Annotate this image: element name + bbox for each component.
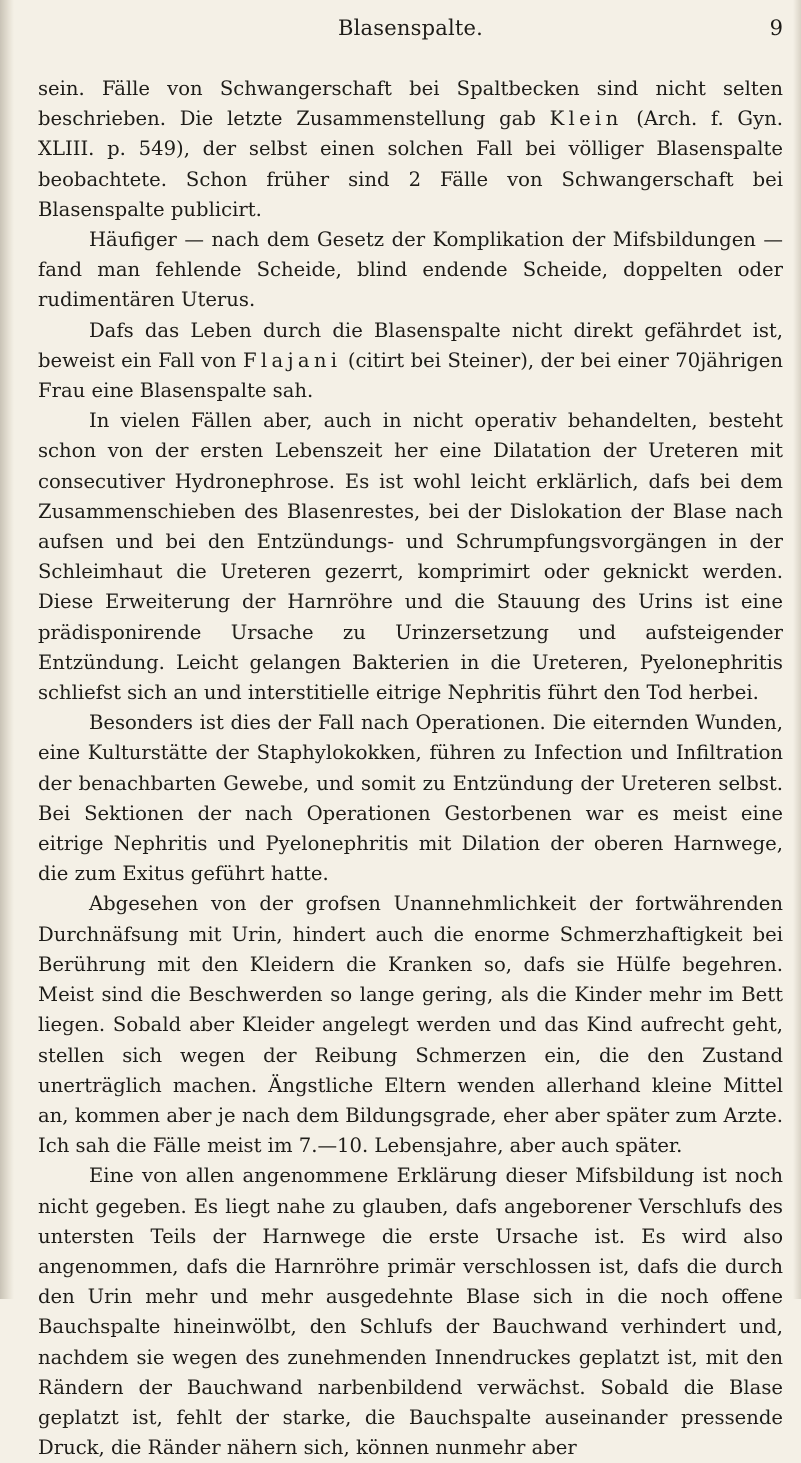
- paragraph-1: [38, 74, 783, 225]
- paragraph-4: In vielen Fällen aber, auch in nicht operativ behandelten, besteht schon von der ersten Lebenszeit her eine Dilatation der Ureteren mit consecutiver Hydronephrose. Es ist wohl leicht erklärlich, dafs bei dem Zusammenschieben des Blasenrestes, bei der Dislokation der Blase nach aufsen und bei den Entzündungs- und Schrumpfungsvorgängen in der Schleimhaut die Ureteren gezerrt, komprimirt oder geknickt werden. Diese Erweiterung der Harnröhre und die Stauung des Urins ist eine prädisponirende Ursache zu Urinzersetzung und aufsteigender Entzündung. Leicht gelangen Bakterien in die Ureteren, Pyelonephritis schliefst sich an und interstitielle eitrige Nephritis führt den Tod herbei.: [38, 409, 783, 705]
- paragraph-3: [38, 316, 783, 407]
- paragraph-7: Eine von allen angenommene Erklärung dieser Mifsbildung ist noch nicht gegeben. Es liegt nahe zu glauben, dafs angeborener Verschlufs des untersten Teils der Harnwege die erste Ursache ist. Es wird also angenommen, dafs die Harnröhre primär verschlossen ist, dafs die durch den Urin mehr und mehr ausgedehnte Blase sich in die noch offene Bauchspalte hineinwölbt, den Schlufs der Bauchwand verhindert und, nachdem sie wegen des zunehmenden Innendruckes geplatzt ist, mit den Rändern der Bauchwand narbenbildend verwächst. Sobald die Blase geplatzt ist, fehlt der starke, die Bauchspalte auseinander pressende Druck, die Ränder nähern sich, können nunmehr aber: [38, 1164, 783, 1460]
- paragraph-3-text-after: (citirt bei Steiner), der bei einer 70jährigen Frau eine Blasenspalte sah.: [38, 348, 783, 403]
- paragraph-1-text-before: sein. Fälle von Schwangerschaft bei Spaltbecken sind nicht selten beschrieben. Die letzte Zusammenstellung gab: [38, 77, 783, 131]
- body-text: [38, 74, 783, 1463]
- paragraph-6: Abgesehen von der grofsen Unannehmlichkeit der fortwährenden Durchnäfsung mit Urin, hindert auch die enorme Schmerzhaftigkeit bei Berührung mit den Kleidern die Kranken so, dafs sie Hülfe begehren. Meist sind die Beschwerden so lange gering, als die Kinder mehr im Bett liegen. Sobald aber Kleider angelegt werden und das Kind aufrecht geht, stellen sich wegen der Reibung Schmerzen ein, die den Zustand unerträglich machen. Ängstliche Eltern wenden allerhand kleine Mittel an, kommen aber je nach dem Bildungsgrade, eher aber später zum Arzte. Ich sah die Fälle meist im 7.—10. Lebensjahre, aber auch später.: [38, 892, 783, 1158]
- page-edge-shadow: [793, 0, 801, 1299]
- paragraph-1-text-after: (Arch. f. Gyn. XLIII. p. 549), der selbst einen solchen Fall bei völliger Blasenspalte beobachtete. Schon früher sind 2 Fälle von Schwangerschaft bei Blasenspalte publicirt.: [38, 107, 783, 221]
- paragraph-2: Häufiger — nach dem Gesetz der Komplikation der Mifsbildungen — fand man fehlende Scheide, blind endende Scheide, doppelten oder rudimentären Uterus.: [38, 228, 783, 312]
- page-gutter-shadow: [0, 0, 14, 1299]
- running-title: Blasenspalte.: [338, 16, 483, 40]
- page-number: 9: [769, 16, 783, 40]
- author-name-flajani: Flajani: [243, 348, 342, 372]
- author-name-klein: Klein: [549, 107, 623, 131]
- page-header: [38, 8, 783, 48]
- paragraph-3-text-before: Dafs das Leben durch die Blasenspalte nicht direkt gefährdet ist, beweist ein Fall von: [38, 318, 783, 372]
- paragraph-5: Besonders ist dies der Fall nach Operationen. Die eiternden Wunden, eine Kulturstätte der Staphylokokken, führen zu Infection und Infiltration der benachbarten Gewebe, und somit zu Entzündung der Ureteren selbst. Bei Sektionen der nach Operationen Gestorbenen war es meist eine eitrige Nephritis und Pyelonephritis mit Dilation der oberen Harnwege, die zum Exitus geführt hatte.: [38, 711, 783, 886]
